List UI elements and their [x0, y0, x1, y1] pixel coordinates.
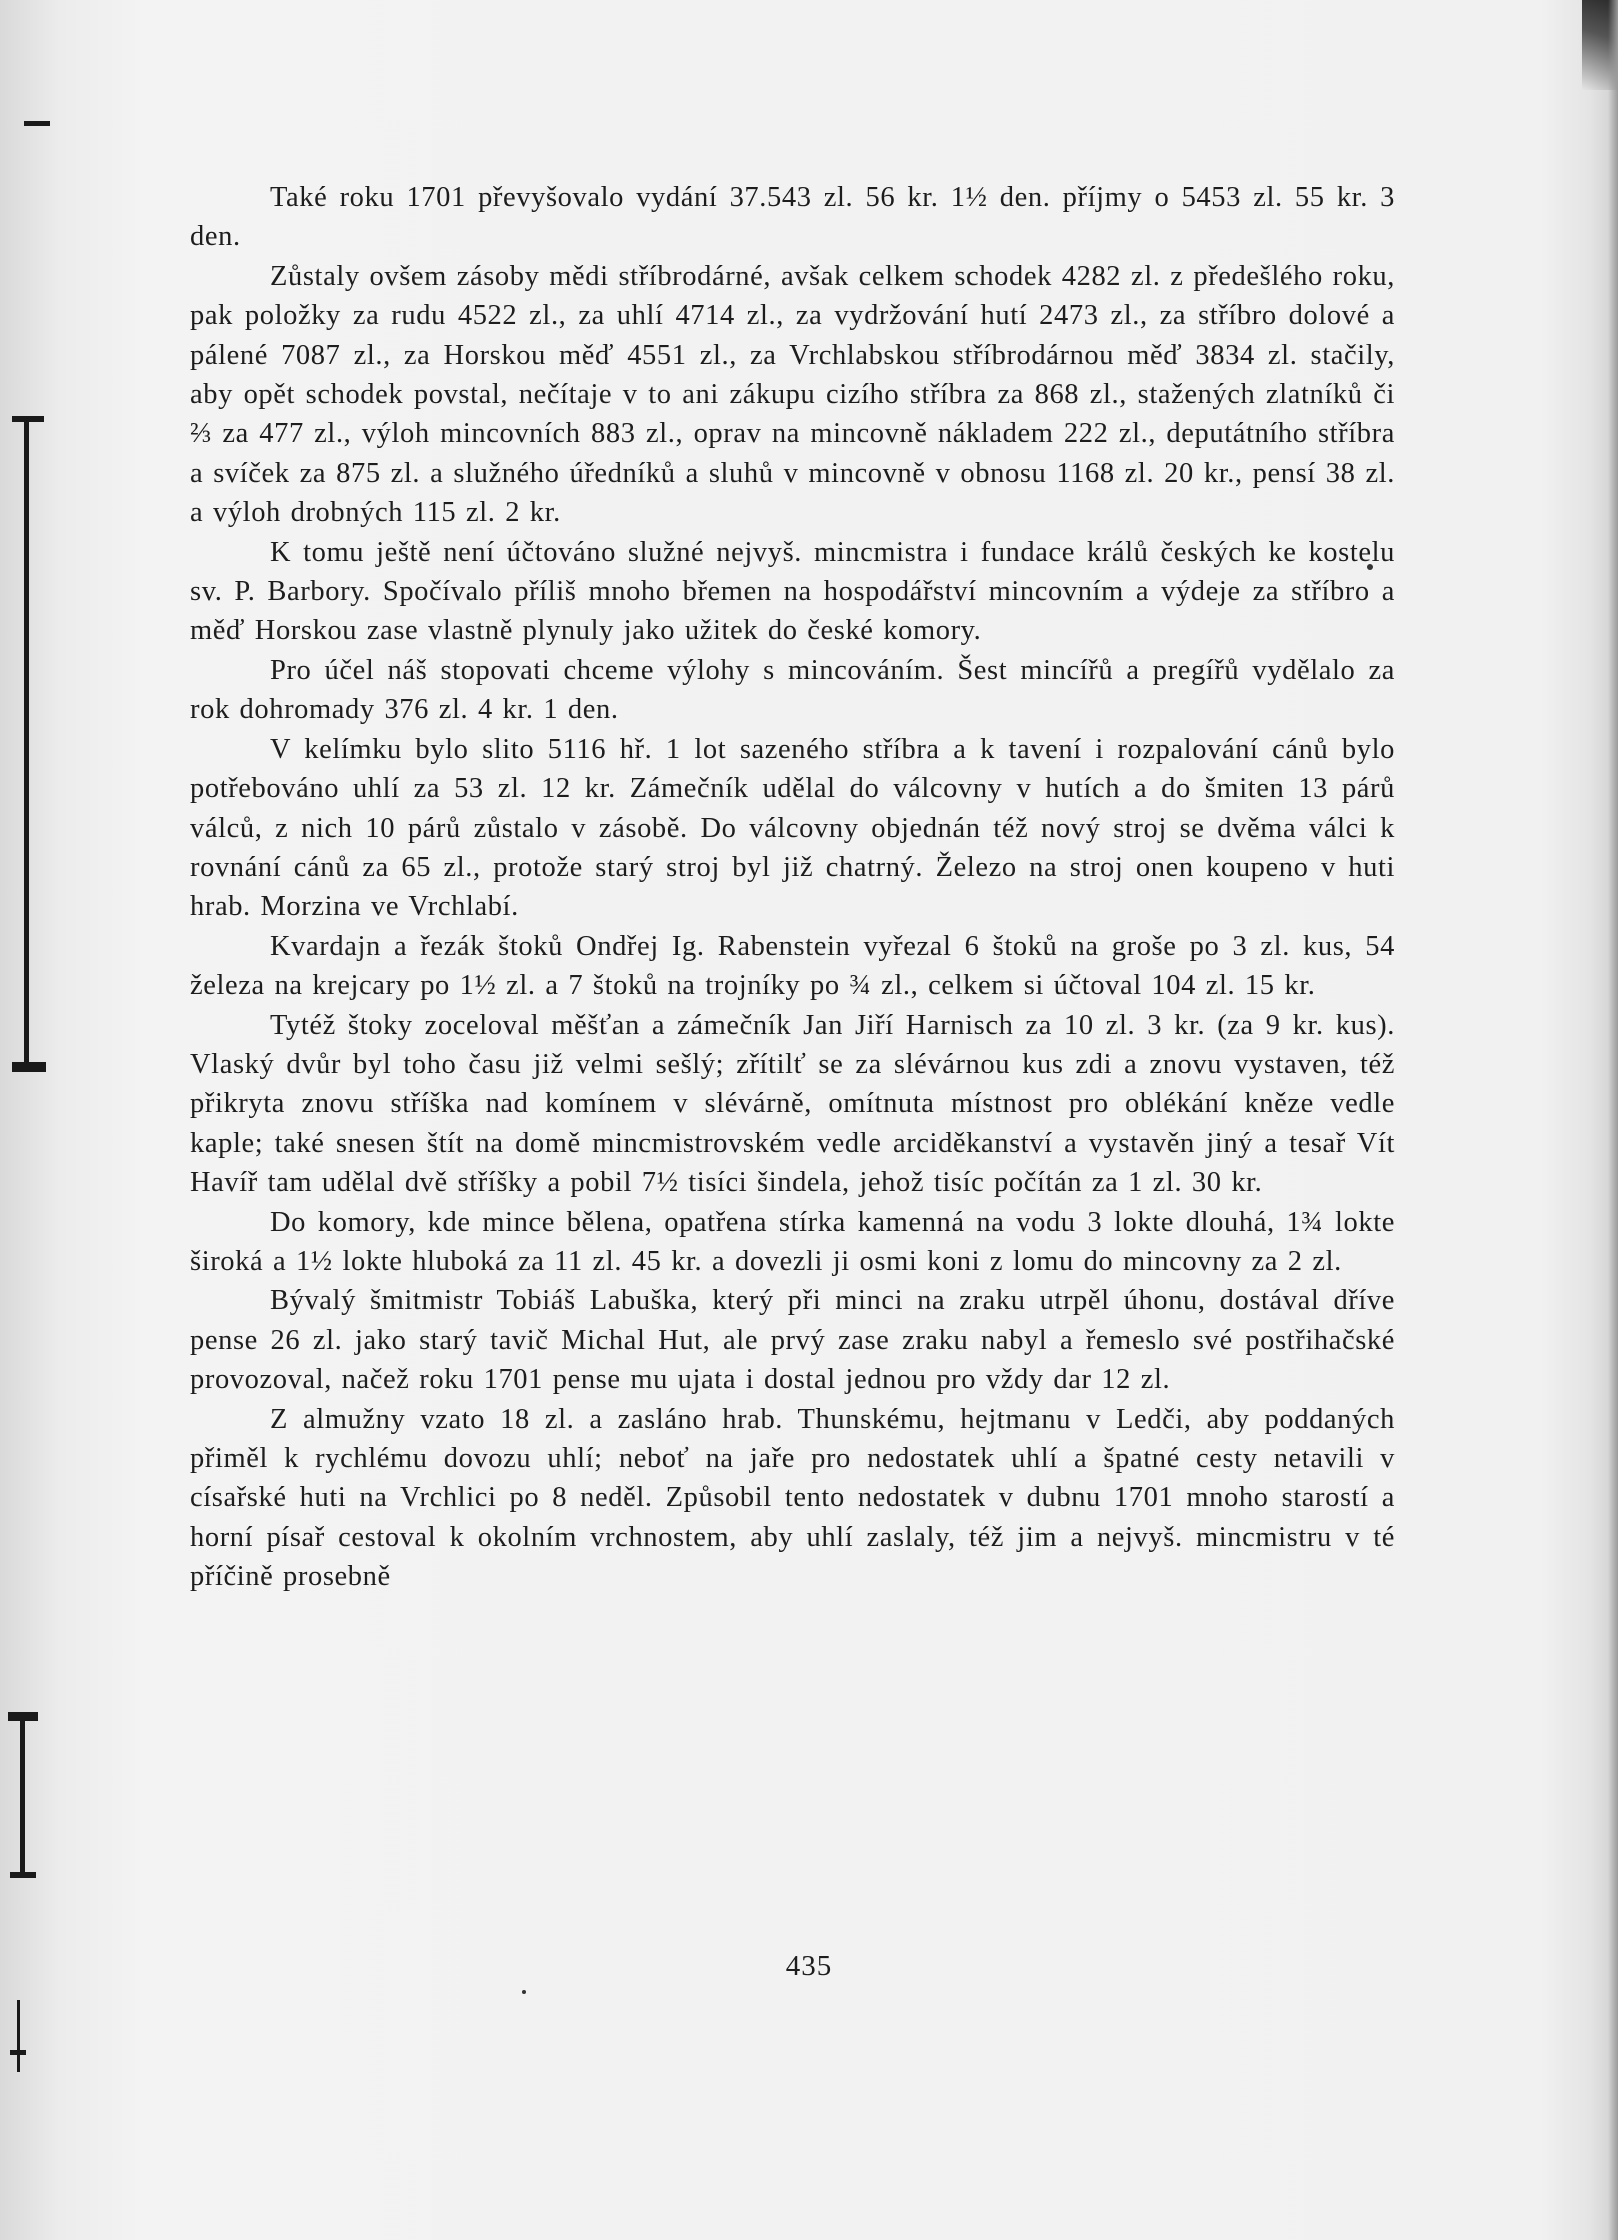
page-number: 435	[785, 1950, 833, 1982]
paragraph: Kvardajn a řezák štoků Ondřej Ig. Rabenstein vyřezal 6 štoků na groše po 3 zl. kus, 54 železa na krejcary po 1½ zl. a 7 štoků na trojníky po ¾ zl., celkem si účtoval 104 zl. 15 kr.	[190, 930, 1395, 1002]
paragraph: Do komory, kde mince bělena, opatřena stírka kamenná na vodu 3 lokte dlouhá, 1¾ lokte široká a 1½ lokte hluboká za 11 zl. 45 kr. a dovezli ji osmi koni z lomu do mincovny za 2 zl.	[190, 1206, 1395, 1277]
paragraph: Pro účel náš stopovati chceme výlohy s mincováním. Šest mincířů a pregířů vydělalo za rok dohromady 376 zl. 4 kr. 1 den.	[190, 654, 1395, 726]
paragraph: Také roku 1701 převyšovalo vydání 37.543 zl. 56 kr. 1½ den. příjmy o 5453 zl. 55 kr. 3 den.	[190, 182, 1395, 253]
paragraph: Tytéž štoky zoceloval měšťan a zámečník Jan Jiří Harnisch za 10 zl. 3 kr. (za 9 kr. kus). Vlaský dvůr byl toho času již velmi sešlý; zřítilť se za slévárnou kus zdi a znovu vystaven, též přikryta znovu stříška nad komínem v slévárně, omítnuta místnost pro oblékání kněze vedle kaple; také snesen štít na domě mincmistrovském vedle arciděkanství a vystavěn jiný a tesař Vít Havíř tam udělal dvě stříšky a pobil 7½ tisíci šindela, jehož tisíc počítán za 1 zl. 30 kr.	[190, 1009, 1395, 1199]
margin-dash-mark	[24, 121, 50, 126]
page-edge-shadow	[1608, 0, 1618, 2240]
paragraph: Z almužny vzato 18 zl. a zasláno hrab. Thunskému, hejtmanu v Ledči, aby poddaných přiměl k rychlému dovozu uhlí; neboť na jaře pro nedostatek uhlí a špatné cesty netavili v císařské huti na Vrchlici po 8 neděl. Způsobil tento nedostatek v dubnu 1701 mnoho starostí a horní písař cestoval k okolním vrchnostem, aby uhlí zaslaly, též jim a nejvyš. mincmistru v té příčině prosebně	[190, 1403, 1395, 1593]
speck	[522, 1990, 526, 1994]
paragraph: V kelímku bylo slito 5116 hř. 1 lot sazeného stříbra a k tavení i rozpalování cánů bylo potřebováno uhlí za 53 zl. 12 kr. Zámečník udělal do válcovny v hutích a do šmiten 13 párů válců, z nich 10 párů zůstalo v zásobě. Do válcovny objednán též nový stroj se dvěma válci k rovnání cánů za 65 zl., protože starý stroj byl již chatrný. Železo na stroj onen koupeno v huti hrab. Morzina ve Vrchlabí.	[190, 733, 1395, 923]
body-text	[190, 178, 1395, 1597]
paragraph: K tomu ještě není účtováno služné nejvyš. mincmistra i fundace králů českých ke kostelu sv. P. Barbory. Spočívalo příliš mnoho břemen na hospodářství mincovním a výdeje za stříbro a měď Horskou zase vlastně plynuly jako užitek do české komory.	[190, 536, 1395, 647]
paragraph: Bývalý šmitmistr Tobiáš Labuška, který při minci na zraku utrpěl úhonu, dostával dříve pense 26 zl. jako starý tavič Michal Hut, ale prvý zase zraku nabyl a řemeslo své postřihačské provozoval, načež roku 1701 pense mu ujata i dostal jednou pro vždy dar 12 zl.	[190, 1285, 1395, 1396]
paragraph: Zůstaly ovšem zásoby mědi stříbrodárné, avšak celkem schodek 4282 zl. z předešlého roku, pak položky za rudu 4522 zl., za uhlí 4714 zl., za vydržování hutí 2473 zl., za stříbro dolové a pálené 7087 zl., za Horskou měď 4551 zl., za Vrchlabskou stříbrodárnou měď 3834 zl. stačily, aby opět schodek povstal, nečítaje v to ani zákupu cizího stříbra za 868 zl., stažených zlatníků či ⅔ za 477 zl., výloh mincovních 883 zl., oprav na mincovně nákladem 222 zl., deputátního stříbra a svíček za 875 zl. a služného úředníků a sluhů v mincovně v obnosu 1168 zl. 20 kr., pensí 38 zl. a výloh drobných 115 zl. 2 kr.	[190, 260, 1395, 529]
